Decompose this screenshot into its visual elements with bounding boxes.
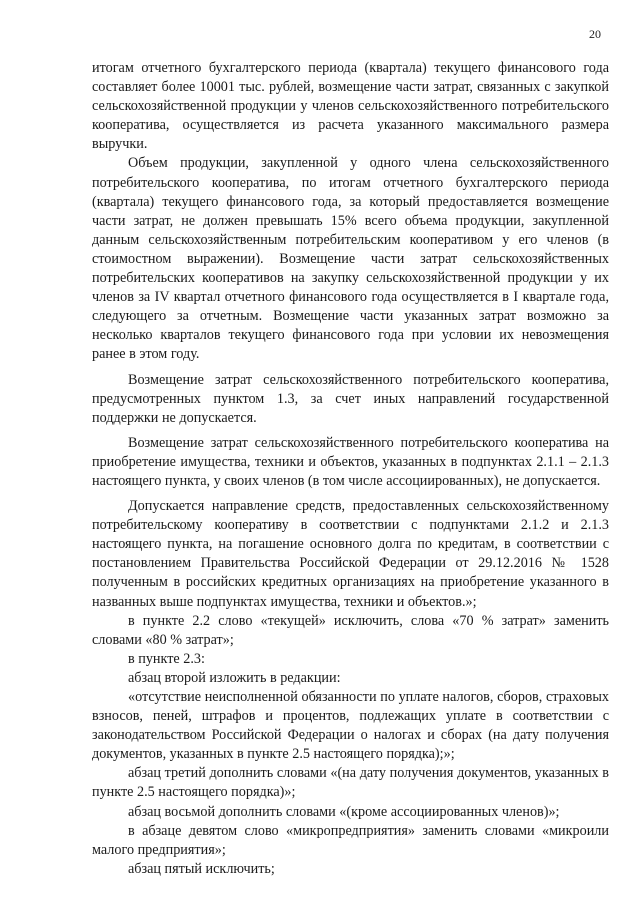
paragraph-second-abzac: абзац второй изложить в редакции: — [128, 669, 341, 686]
paragraph-loan-repayment: Допускается направление средств, предоставленных сельскохозяйственному потребительскому кооперативу в соответствии с подпунктами 2.1.2 и 2.1.3 настоящего пункта, на погашение основного долга по кредитам, в соответствии с постановлением Правительства Российской Федерации от 29.12.2016 № 1528 полученным в российских кредитных организациях на приобретение указанного в названных выше подпунктах имущества, техники и объектов.»; — [92, 498, 609, 610]
paragraph-purchase-volume: Объем продукции, закупленной у одного члена сельскохозяйственного потребительского кооператива, по итогам отчетного бухгалтерского периода (квартала) текущего финансового года, за который предоставляется возмещение части затрат, не должен превышать 15% всего объема продукции, закупленной данным сельскохозяйственным потребительским кооперативом у его членов (в стоимостном выражении). Возмещение части затрат сельскохозяйственных потребительских кооперативов на закупку сельскохозяйственной продукции у их членов за IV квартал отчетного финансового года осуществляется в I квартале года, следующего за отчетным. Возмещение части указанных затрат возможно за несколько кварталов текущего финансового года при условии их невозмещения ранее в этом году. — [92, 155, 609, 363]
paragraph-item-2-3: в пункте 2.3: — [128, 650, 205, 667]
paragraph-tax-obligations: «отсутствие неисполненной обязанности по уплате налогов, сборов, страховых взносов, пеней, штрафов и процентов, подлежащих уплате в соответствии с законодательством Российской Федерации о налогах и сборах (на дату получения документов, указанных в пункте 2.5 настоящего порядка);»; — [92, 689, 609, 763]
paragraph-item-2-2: в пункте 2.2 слово «текущей» исключить, слова «70 % затрат» заменить словами «80 % затрат»; — [92, 612, 609, 648]
paragraph-continuation: итогам отчетного бухгалтерского периода (квартала) текущего финансового года составляет более 10001 тыс. рублей, возмещение части затрат, связанных с закупкой сельскохозяйственной продукции у членов сельскохозяйственного потребительского кооператива, осуществляется из расчета указанного максимального размера выручки. — [92, 60, 609, 153]
paragraph-eighth-abzac: абзац восьмой дополнить словами «(кроме ассоциированных членов)»; — [128, 803, 560, 820]
paragraph-member-assets: Возмещение затрат сельскохозяйственного потребительского кооператива на приобретение имущества, техники и объектов, указанных в подпунктах 2.1.1 – 2.1.3 настоящего пункта, у своих членов (в том числе ассоциированных), не допускается. — [92, 434, 609, 489]
page-number: 20 — [589, 27, 601, 41]
paragraph-other-support: Возмещение затрат сельскохозяйственного потребительского кооператива, предусмотренных пунктом 1.3, за счет иных направлений государственной поддержки не допускается. — [92, 371, 609, 426]
document-body — [92, 59, 609, 879]
paragraph-third-abzac: абзац третий дополнить словами «(на дату получения документов, указанных в пункте 2.5 настоящего порядка)»; — [92, 765, 609, 801]
paragraph-fifth-abzac: абзац пятый исключить; — [128, 860, 275, 877]
paragraph-ninth-abzac: в абзаце девятом слово «микропредприятия» заменить словами «микроили малого предприятия»; — [92, 822, 609, 858]
